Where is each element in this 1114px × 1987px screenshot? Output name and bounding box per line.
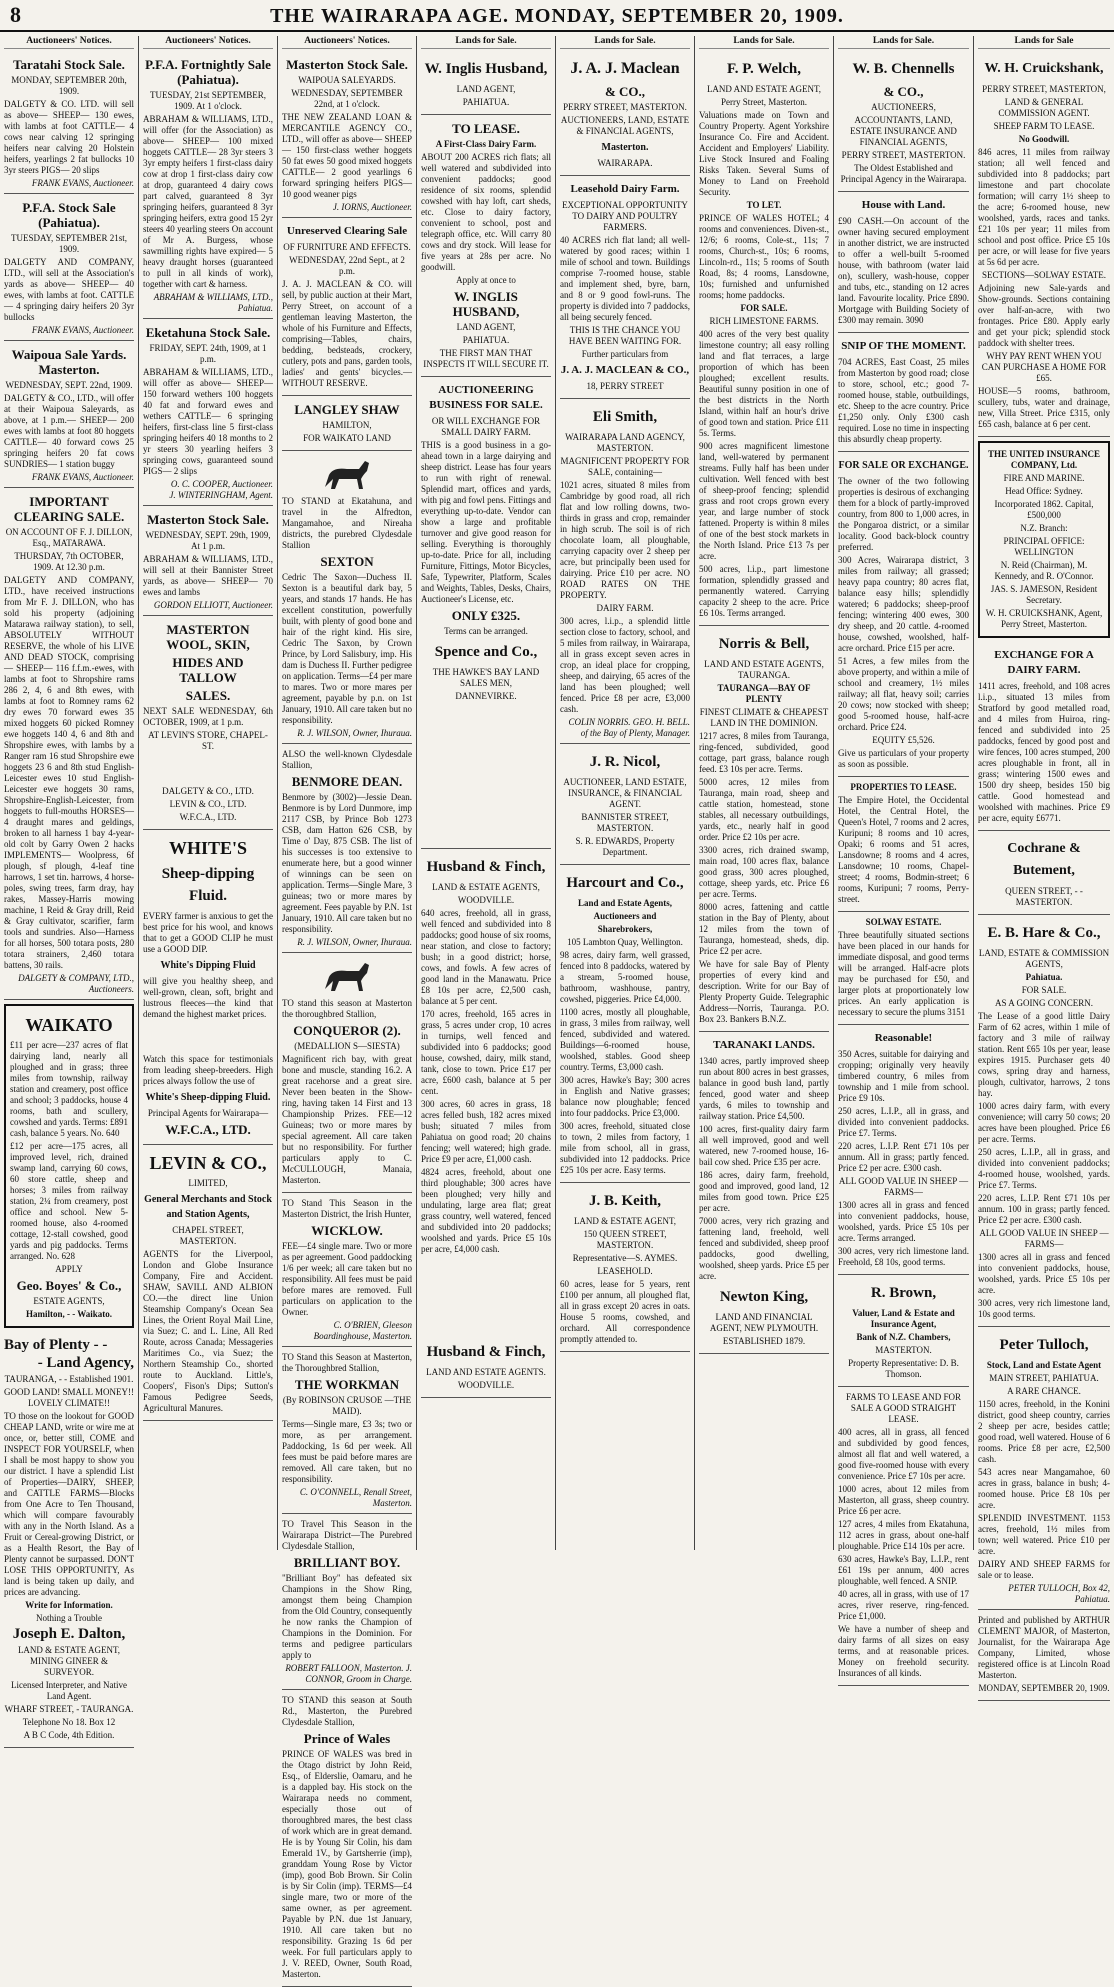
taranaki-lands: TARANAKI LANDS. 1340 acres, partly improved sheep run about 800 acres in best grasses, balance in good bush land, partly fenced, good water and sheep yards, 6 miles to township and railway station. Price £4,500. 100 acres, first-quality dairy farm all well improved, good and well watered, new 7-roomed house, 16-bail cow shed. Price £35 per acre. 186 acres, dairy farm, freehold, good and improved, good land, 12 miles from good town. Price £25 per acre. 7000 acres, very rich grazing and fattening land, freehold, well fenced and subdivided, sheep proof paddocks, good dwelling, woolshed, sheep yards. Price £5 per acre. Newton King, LAND AND FINANCIAL AGENT, NEW PLYMOUTH. ESTABLISHED 1879. xyxy=(699,1032,829,1354)
auctioneering-business: AUCTIONEERING BUSINESS FOR SALE. OR WILL EXCHANGE FOR SMALL DAIRY FARM. THIS is a good business in a go-ahead town in a large dairying and sheep district. Lease has four years to run with right of renewal. Splendid mart, offices and yards, with pig and fowl pens. Fittings and everything up-to-date. Vendor can show a large and profitable turnover and give good reason for selling. Everything is thoroughly up-to-date. Price for all, including Furniture, Fittings, Motor Bicycles, Safe, Typewriter, Platform, Scales and Weights, Tables, Desks, Chairs, Auctioneer's License, etc. ONLY £325. Terms can be arranged. Spence and Co., THE HAWKE'S BAY LAND SALES MEN, DANNEVIRKE. xyxy=(421,377,551,849)
horse-icon xyxy=(317,959,377,995)
publisher-imprint: Printed and published by ARTHUR CLEMENT MAJOR, of Masterton, Journalist, for the Wairarapa Age Company, Limited, whose registered office is at Lincoln Road Masterton. MONDAY, SEPTEMBER 20, 1909. xyxy=(978,1610,1110,1701)
keith-agency: J. B. Keith, LAND & ESTATE AGENT, 150 QUEEN STREET, MASTERTON. Representative—S. AYMES. LEASEHOLD. 60 acres, lease for 5 years, rent £100 per annum, all ploughed flat, all in grass except 20 acres in oats. House 5 rooms, cowshed, and orchard. All correspondence promptly attended to. xyxy=(560,1183,690,1352)
whites-dip-ad: WHITE'S Sheep-dipping Fluid. EVERY farmer is anxious to get the best price for his wool, and knows that to get a GOOD CLIP he must use a GOOD DIP. White's Dipping Fluid will give you healthy sheep, and well-grown, clean, soft, bright and lustrous fleeces—the kind that demand the highest market prices. Watch this space for testimonials from leading sheep-breeders. High prices always follow the use of White's Sheep-dipping Fluid. Principal Agents for Wairarapa— W.F.C.A., LTD. xyxy=(143,830,273,1145)
page-number: 8 xyxy=(10,2,21,27)
nicol-agency: J. R. Nicol, AUCTIONEER, LAND ESTATE, INSURANCE, & FINANCIAL AGENT. BANNISTER STREET, MASTERTON. S. R. EDWARDS, Property Department. xyxy=(560,744,690,865)
norris-bell: Norris & Bell, LAND AND ESTATE AGENTS, TAURANGA. TAURANGA—BAY OF PLENTY FINEST CLIMATE & CHEAPEST LAND IN THE DOMINION. 1217 acres, 8 miles from Tauranga, ring-fenced, subdivided, good cottage, part grass, balance rough feed. £3 10s per acre. Terms. 5000 acres, 12 miles from Tauranga, main road, sheep and cattle station, homestead, stone stables, all necessary outbuildings, yards, etc., nearly half in good order. Price £2 10s per acre. 3300 acres, rich drained swamp, main road, 100 acres flax, balance good grass, 300 acres ploughed, cottage, sheep yards, etc. Price £6 per acre. Terms. 8000 acres, fattening and cattle station in the Bay of Plenty, about 12 miles from the town of Tauranga, homestead, sheds, dip. Price £2 per acre. We have for sale Bay of Plenty properties of every kind and description. Write for our Bay of Plenty Property Guide. Telegraphic Address—Norris, Tauranga. P.O. Box 23. Bankers B.N.Z. xyxy=(699,626,829,1032)
house-with-land: House with Land. £90 CASH.—On account of the owner having secured employment in another district, we are instructed to offer a well-built 5-roomed house, with bathroom (water laid on), scullery, wash-house, copper and tubs, etc., standing on 12 acres land. Favourite locality. Price £890. Mortgage with Building Society of £300 may remain. 3090 xyxy=(838,192,969,333)
leasehold-dairy: Leasehold Dairy Farm. EXCEPTIONAL OPPORTUNITY TO DAIRY AND POULTRY FARMERS. 40 ACRES rich flat land; all well-watered by good races; within 1 mile of school and town. Buildings comprise 7-roomed house, stable and implement shed, byre, barn, and 8 or 9 good fowl-runs. The property is divided into 7 paddocks, all being securely fenced. THIS IS THE CHANCE YOU HAVE BEEN WAITING FOR. Further particulars from J. A. J. MACLEAN & CO., 18, PERRY STREET xyxy=(560,176,690,399)
chennells-agency: W. B. Chennells & CO., AUCTIONEERS, ACCOUNTANTS, LAND, ESTATE INSURANCE AND FINANCIAL AGENTS, PERRY STREET, MASTERTON. The Oldest Established and Principal Agency in the Wairarapa. xyxy=(838,51,969,192)
dairy-lease: TO LEASE. A First-Class Dairy Farm. ABOUT 200 ACRES rich flats; all well watered and subdivided into convenient paddocks; good residence of six rooms, splendid cowshed with hay loft, cart sheds, etc. Close to dairy factory, convenient to school, post and telegraph office, etc. Will carry 80 cows and dry stock. Will lease for five years at 28s per acre. No goodwill. Apply at once to W. INGLIS HUSBAND, LAND AGENT, PAHIATUA. THE FIRST MAN THAT INSPECTS IT WILL SECURE IT. xyxy=(421,115,551,377)
sale-or-exchange: FOR SALE OR EXCHANGE. The owner of the two following properties is desirous of exchanging them for a block of partly-improved country, from 800 to 1,000 acres, in the Pongaroa district, or a similar locality. Good back-block country preferred. 300 Acres, Wairarapa district, 3 miles from railway; all grassed; heavy papa country; 80 acres flat, balance easy hills; splendidly watered; 6 paddocks; sheep-proof fencing; wintering 400 ewes, 300 dry sheep, and 20 cattle. 4-roomed house, cowshed, woolshed, half-acre orchard. Price £15 per acre. 51 Acres, a few miles from the above property, and within a mile of school and creamery, 1½ miles railway; all flat, heavy soil; carries 20 cows; now stocked with sheep; good 5-roomed house, half-acre orchard. Price £24. EQUITY £5,526. Give us particulars of your property as soon as possible. xyxy=(838,452,969,777)
cochrane-butement: Cochrane & Butement, QUEEN STREET, - - MASTERTON. xyxy=(978,831,1110,915)
pfa-notice: P.F.A. Stock Sale (Pahiatua). TUESDAY, SEPTEMBER 21st, 1909. DALGETY AND COMPANY, LTD., will sell at the Association's yards as above— SHEEP— 40 ewes, with lambs at foot. CATTLE— 4 springing dairy heifers 20 3yr bullocks FRANK EVANS, Auctioneer. xyxy=(4,194,134,341)
prince-of-wales-stallion: TO STAND this season at South Rd., Masterton, the Purebred Clydesdale Stallion, Prince of Wales PRINCE OF WALES was bred in the Otago district by John Reid, Esq., of Elderslie, Oamaru, and he is a dappled bay. His stock on the Wairarapa needs no comment, especially those out of thoroughbred mares, the best class of work which are in great demand. He is by Young Sir Colin, his dam Emerald 1V., by Gartsherrie (imp), granddam Young Rose by Victor (imp), good Bob Brown. Sir Colin is by Sir Colin (imp). TERMS—£4 single mare, two or more of the same owner, as per agreement. Payable by P.N. due 1st January, 1910. All care taken but no responsibility. Grazing 1s 6d per week. For full particulars apply to J. V. REED, Owner, South Road, Masterton. xyxy=(282,1690,412,1987)
levin-ad: LEVIN & CO., LIMITED, General Merchants and Stock and Station Agents, CHAPEL STREET, MASTERTON. AGENTS for the Liverpool, London and Globe Insurance Company, Fire and Accident. SHAW, SAVILL AND ALBION CO.—the direct line Union Steamship Company's Ocean Sea Lines, the Orient Royal Mail Line, via Suez; C. and L. Line, All Red Route, across Canada; Messageries Maritimes Co., via Suez; the Northern Steamship Co., shorted route to Auckland. Little's, Coopers', Fison's Dips; Sutton's Famous Pedigree Seeds, Agricultural Manures. xyxy=(143,1145,273,1421)
column-2 xyxy=(139,36,278,1550)
column-header: Auctioneers' Notices. xyxy=(282,36,412,49)
maclean-agency: J. A. J. Maclean & CO., PERRY STREET, MASTERTON. AUCTIONEERS, LAND, ESTATE & FINANCIAL AGENTS, Masterton. WAIRARAPA. xyxy=(560,51,690,176)
masthead xyxy=(0,0,1114,32)
column-header: Auctioneers' Notices. xyxy=(4,36,134,49)
welch-agency: F. P. Welch, LAND AND ESTATE AGENT, Perry Street, Masterton. Valuations made on Town and Country Property. Agent Yorkshire Insurance Co. Fire and Accident. Accident and Employers' Liability. Live Stock Insured and Foaling Risks Taken. Several Sums of Money to Land on Freehold Security. TO LET. PRINCE OF WALES HOTEL; 4 rooms and conveniences. Diven-st., 12/6; 6 rooms, Cole-st., 11s; 7 rooms, Church-st., 10s; 6 rooms, Lincoln-rd., 11s; 5 rooms of South Road, 8s; 4 rooms, Lansdowne, 10s; furnished and unfurnished rooms; home paddocks. FOR SALE. RICH LIMESTONE FARMS. 400 acres of the very best quality limestone country; all easy rolling land and flat terraces, a large proportion of which has been ploughed; excellent results. Beautiful sunny position in one of the best districts in the North Island, within half an hour's drive of good town and station. Price £11 5s. Terms. 900 acres magnificent limestone land, well-watered by permanent streams. Fully half has been under cultivation. Well fenced with best of sheep-proof fencing; splendid grass and root crops grown every year, and large number of stock fattened. Property is within 8 miles of one of the best stock markets in the North Island. Price £13 7s per acre. 500 acres, l.i.p., part limestone formation, splendidly grassed and permanently watered. Carrying capacity 2 sheep to the acre. Price £6 10s. Terms arranged. xyxy=(699,51,829,626)
column-header: Lands for Sale. xyxy=(699,36,829,49)
waipoua-notice: Waipoua Sale Yards. Masterton. WEDNESDAY, SEPT. 22nd, 1909. DALGETY & CO., LTD., will offer at their Waipoua Saleyards, as above, at 1 p.m.— SHEEP— 200 ewes with lambs at foot 80 hoggets CATTLE— 40 forward cows 25 springing heifers 20 fat cows SUNDRIES— 1 station buggy FRANK EVANS, Auctioneer. xyxy=(4,341,134,488)
column-header: Lands for Sale. xyxy=(560,36,690,49)
bay-of-plenty-ad: Bay of Plenty - - - Land Agency, TAURANGA, - - Established 1901. GOOD LAND! SMALL MONEY!! LOVELY CLIMATE!! TO those on the lookout for GOOD CHEAP LAND, write or wire me at once, or, better still, COME and INSPECT FOR YOURSELF, when I shall be most happy to show you our district. I have a splendid List of Properties—DAIRY, SHEEP, and CATTLE FARMS—Blocks from One Acre to Ten Thousand, which will compare favourably with any in the North Island. As a Fruit or Cereal-growing District, or as a Health Resort, the Bay of Plenty cannot be surpassed. DON'T LOSE THIS OPPORTUNITY, As land is being taken up daily, and prices are advancing. Write for Information. Nothing a Trouble Joseph E. Dalton, LAND & ESTATE AGENT, MINING GINEER & SURVEYOR. Licensed Interpreter, and Native Land Agent. WHARF STREET, - TAURANGA. Telephone No 18. Box 12 A B C Code, 4th Edition. xyxy=(4,1332,134,1748)
farms-to-lease: FARMS TO LEASE AND FOR SALE A GOOD STRAIGHT LEASE. 400 acres, all in grass, all fenced and subdivided by good fences, almost all flat and well watered, a good five-roomed house with every convenience. Price £7 10s per acre. 1000 acres, about 12 miles from Masterton, all grass, sheep country. Price £6 per acre. 127 acres, 4 miles from Ekatahuna, 112 acres in grass, about one-half ploughable. Price £14 10s per acre. 630 acres, Hawke's Bay, L.I.P., rent £61 19s per annum, 400 acres ploughable, well fenced. A SNIP. 40 acres, all in grass, with use of 17 acres, river reserve, ring-fenced. Price £1,000. We have a number of sheep and dairy farms of all sizes on easy terms, and at reasonable prices. Money on freehold security. Insurances of all kinds. xyxy=(838,1387,969,1686)
masterton-sale: Masterton Stock Sale. WEDNESDAY, SEPT. 29th, 1909, At 1 p.m. ABRAHAM & WILLIAMS, LTD., will sell at their Bannister Street yards, as above— SHEEP— 70 ewes and lambs GORDON ELLIOTT, Auctioneer. xyxy=(143,506,273,616)
inglis-husband: W. Inglis Husband, LAND AGENT, PAHIATUA. xyxy=(421,51,551,115)
workman-stallion: TO Stand this Season at Masterton, the Thoroughbred Stallion, THE WORKMAN (By ROBINSON CRUSOE —THE MAID). Terms—Single mare, £3 3s; two or more, as per arrangement. Paddocking, 1s 6d per week. All fees must be paid before mares are removed. All care taken, but no responsibility. C. O'CONNELL, Renall Street, Masterton. xyxy=(282,1347,412,1514)
united-insurance: THE UNITED INSURANCE COMPANY, Ltd. FIRE AND MARINE. Head Office: Sydney. Incorporated 1862. Capital, £500,000 N.Z. Branch: PRINCIPAL OFFICE: WELLINGTON N. Reid (Chairman), M. Kennedy, and R. O'Connor. JAS. S. JAMESON, Resident Secretary. W. H. CRUICKSHANK, Agent, Perry Street, Masterton. xyxy=(978,441,1110,638)
column-header: Lands for Sale. xyxy=(421,36,551,49)
hare-agency: E. B. Hare & Co., LAND, ESTATE & COMMISSION AGENTS, Pahiatua. FOR SALE. AS A GOING CONCERN. The Lease of a good little Dairy Farm of 62 acres, within 1 mile of factory and 3 mile of railway station. Rent £65 10s per year, lease expires 1915. Purchaser gets 40 cows, spring dray and harness, plough, cultivator, harrows, 2 tons hay. 1000 acres dairy farm, with every convenience; will carry 50 cows; 20 acres have been ploughed. Price £6 per acre. Terms. 250 acres, L.I.P., all in grass, and divided into convenient paddocks; 4-roomed house, woolshed, yards. Price £7. Terms. 220 acres, L.I.P. Rent £71 10s per annum. 100 in grass; partly fenced. Price £2 per acre. £300 cash. ALL GOOD VALUE IN SHEEP —FARMS— 1300 acres all in grass and fenced into convenient paddocks, house, woolshed, yards. Price £5 10s per acre. 300 acres, very rich limestone land, 10s good terms. xyxy=(978,915,1110,1327)
column-7 xyxy=(834,36,974,1678)
column-header: Lands for Sale xyxy=(978,36,1110,49)
column-1 xyxy=(0,36,139,1740)
langley-shaw: LANGLEY SHAW HAMILTON, FOR WAIKATO LAND xyxy=(282,396,412,451)
cruickshank-agency: W. H. Cruickshank, PERRY STREET, MASTERTON, LAND & GENERAL COMMISSION AGENT. SHEEP FARM TO LEASE. No Goodwill. 846 acres, 11 miles from railway station; all well fenced and subdivided into 8 paddocks; part limestone and part chocolate formation; will carry 1½ sheep to the acre; 6-roomed house, new woolshed, yards, races and tanks. £21 10s per year; 11 miles from school and post office. Price £5 10s per acre, or will lease for five years at 5s 6d per acre. SECTIONS—SOLWAY ESTATE. Adjoining new Sale-yards and Show-grounds. Sections containing over half-an-acre, with two frontages. Price £80. Apply early and get your pick; splendid stock paddock with shelter trees. WHY PAY RENT WHEN YOU CAN PURCHASE A HOME FOR £65. HOUSE—5 rooms, bathroom, scullery, tubs, water and drainage, new, Villa Street. Price £315, only £65 cash, balance at 6 per cent. xyxy=(978,51,1110,437)
waikato-ad: WAIKATO £11 per acre—237 acres of flat dairying land, nearly all ploughed and in grass; three miles from township, railway station and creamery, post office and school; 3 paddocks, house 4 rooms, bath and scullery, cowshed and yards. Terms: £891 cash, balance 5 years. No. 640 £12 per acre—175 acres, all improved level, rich, drained swamp land, carrying 60 cows, 60 store cattle, sheep and horses; 3 miles from railway station, 2¼ from creamery, post office and school. New 5-roomed house, also 4-roomed cottage, 12-stall cowshed, good yards and pig paddocks. Terms arranged. No. 628 APPLY Geo. Boyes' & Co., ESTATE AGENTS, Hamilton, - - Waikato. xyxy=(4,1004,134,1328)
column-8 xyxy=(974,36,1114,1693)
taratahi-notice: Taratahi Stock Sale. MONDAY, SEPTEMBER 20th, 1909. DALGETY & CO. LTD. will sell as above— SHEEP— 130 ewes, with lambs at foot CATTLE— 4 cows near calving 12 springing heifers near calving 20 Holstein heifers, yearlings 2 fat bullocks 10 3yr steers PIGS— 20 slips FRANK EVANS, Auctioneer. xyxy=(4,51,134,194)
waipoua-saleyards: Masterton Stock Sale. WAIPOUA SALEYARDS. WEDNESDAY, SEPTEMBER 22nd, at 1 o'clock. THE NEW ZEALAND LOAN & MERCANTILE AGENCY CO., LTD., will offer as above— SHEEP— 150 first-class wether hoggets 50 fat ewes 50 good mixed hoggets CATTLE— 2 good yearlings 6 forward springing heifers PIGS— 10 good weaner pigs J. IORNS, Auctioneer. xyxy=(282,51,412,218)
clearing-sale: IMPORTANT CLEARING SALE. ON ACCOUNT OF F. J. DILLON, Esq., MATARAWA. THURSDAY, 7th OCTOBER, 1909. At 12.30 p.m. DALGETY AND COMPANY, LTD., have received instructions from Mr F. J. DILLON, who has sold his property (adjoining Matarawa railway station), to sell, ABSOLUTELY WITHOUT RESERVE, the whole of his LIVE AND DEAD STOCK, comprising— SHEEP— 116 f.f.m.-ewes, with lambs at foot to Shropshire rams 286 2, 4, 6 and 8th ewes, with lambs at foot to Romney rams 62 dry ewes 70 forward ewes 35 mixed hoggets 60 picked Romney ewe hoggets 140 4, 6 and 8th and Shropshire ewes, with lambs by a Ranger ram 16 stud Shropshire ewe hoggets 23 6 and 8th stud English-Leicester ewes 10 stud English-Leicester ewe hoggets 30 rams, Shropshire-English-Leicester, from hoggets to full-mouths HORSES— 4 draught mares and geldings, broken to all harness 1 bay 4-year-old colt by Garry Owen 2 hacks IMPLEMENTS— Woolpress, 6f plough, sf plough, 4-leaf tine harrows, 1 set tin. harrows, 4 horse-poles, swing trees, farm dray, hay rakes, Massey-Harris mowing machine, 1 Reid & Gray drill, Reid & Gray cultivator, scarifier, farm tools and sundries. Also—Harness for all horses, 500 totara posts, 280 totara strainers, 2,460 totara battens, 30 rails. DALGETY & COMPANY, LTD., Auctioneers. xyxy=(4,488,134,1000)
solway-estate: SOLWAY ESTATE. Three beautifully situated sections have been placed in our hands for immediate disposal, and good terms will be arranged. Half-acre plots may be purchased for £50, and larger plots at proportionately low prices. An early application is necessary to secure the plums 3151 xyxy=(838,912,969,1025)
snip-of-moment: SNIP OF THE MOMENT. 704 ACRES, East Coast, 25 miles from Masterton by good road; close to store, school, etc.; good 7-roomed house, stable, outbuildings, etc. Sheep to the acre country. Price £1,250 only. Only £300 cash required. Lose no time in inspecting this absurdly cheap property. xyxy=(838,333,969,452)
unreserved-sale: Unreserved Clearing Sale OF FURNITURE AND EFFECTS. WEDNESDAY, 22nd Sept., at 2 p.m. J. A. J. MACLEAN & CO. will sell, by public auction at their Mart, Perry Street, on account of a gentleman leaving Masterton, the whole of his Furniture and Effects, comprising—Tables, chairs, bedding, bedsteads, crockery, cutlery, pots and pans, garden tools, ladies' and gents' bicycles.—WITHOUT RESERVE. xyxy=(282,218,412,396)
wicklow-stallion: TO Stand This Season in the Masterton District, the Irish Hunter, WICKLOW. FEE—£4 single mare. Two or more as per agreement. Good paddocking 1/6 per week; all care taken but no responsibility. All fees must be paid before mares are removed. Full particulars on application to the Owner. C. O'BRIEN, Gleeson Boardinghouse, Masterton. xyxy=(282,1193,412,1347)
eketahuna-sale: Eketahuna Stock Sale. FRIDAY, SEPT. 24th, 1909, at 1 p.m. ABRAHAM & WILLIAMS, LTD., will offer as above— SHEEP— 150 forward wethers 100 hoggets 40 fat and forward ewes and wethers CATTLE— 6 springing heifers, first-class line 5 first-class springing heifers 40 18 months to 2 yr steers 30 yearling heifers 3 springing cows, guaranteed sound PIGS— 2 slips O. C. COOPER, Auctioneer. J. WINTERINGHAM, Agent. xyxy=(143,319,273,506)
horse-icon xyxy=(317,457,377,493)
brown-agency: R. Brown, Valuer, Land & Estate and Insurance Agent, Bank of N.Z. Chambers, MASTERTON. Property Representative: D. B. Thomson. xyxy=(838,1275,969,1387)
properties-to-lease: PROPERTIES TO LEASE. The Empire Hotel, the Occidental Hotel, the Central Hotel, the Queen's Hotel, 7 rooms and 2 acres, Kuripuni; 8 rooms and 10 acres, Opaki; 6 rooms and 51 acres, Lansdowne; 8 rooms and 4 acres, Lansdowne; 10 rooms, Chapel-street; 4 rooms, Bodmin-street; 6 rooms, Kuripuni; 7 rooms, Perry-street. xyxy=(838,777,969,912)
column-header: Auctioneers' Notices. xyxy=(143,36,273,49)
pfa-fortnightly: P.F.A. Fortnightly Sale (Pahiatua). TUESDAY, 21st SEPTEMBER, 1909. At 1 o'clock. ABRAHAM & WILLIAMS, LTD., will offer (for the Association) as above— SHEEP— 100 mixed hoggets CATTLE— 28 3yr steers 3 3yr empty heifers 1 first-class dairy cow at drop 1 first-class dairy cow at drop, guaranteed 4 dairy cows part calved, guaranteed 8 3yr springing heifers, guaranteed 8 3yr springing heifers, extra good 15 2yr steers 40 yearling steers On account of Mr A. Burgess, whose sawmilling rights have expired— 5 heavy draught horses (guaranteed to pull in all kinds of work), together with cart & harness. ABRAHAM & WILLIAMS, LTD., Pahiatua. xyxy=(143,51,273,319)
newspaper-title: THE WAIRARAPA AGE. MONDAY, SEPTEMBER 20, 1909. xyxy=(270,5,844,27)
column-4 xyxy=(417,36,556,1550)
benmore-stallion: ALSO the well-known Clydesdale Stallion, BENMORE DEAN. Benmore by (3002)—Jessie Dean. Benmore is by Lord Dunmore, imp 2117 CSB, by Prince Bob 1273 CSB, dam Hatton 626 CSB, by Time o' Day, 875 CSB. The list of his successes is too extensive to enumerate here, but a good winner of winnings can be seen on application. Terms—Single Mare, 3 guineas; two or more mares by agreement. Fees payable by P.N. 1st January, 1910. All care taken but no responsibility. R. J. WILSON, Owner, Ihuraua. xyxy=(282,744,412,953)
sexton-stallion: TO STAND at Ekatahuna, and travel in the Alfredton, Mangamahoe, and Nireaha districts, the purebred Clydesdale Stallion SEXTON Cedric The Saxon—Duchess II. Sexton is a beautiful dark bay, 5 years, and stands 17 hands. He has excellent constitution, powerfully built, with plenty of good bone and hair of the right kind. His sire, Cedric The Saxon, by Crown Prince, by Lord Salisbury, imp. His dam is Duchess II. Further pedigree on application. Terms—£4 per mare to mares. Two or more mares per agreement, payable by p.n. on 1st January, 1910. All care taken but no responsibility. R. J. WILSON, Owner, Ihuraua. xyxy=(282,451,412,744)
tulloch-agency: Peter Tulloch, Stock, Land and Estate Agent MAIN STREET, PAHIATUA. A RARE CHANCE. 1150 acres, freehold, in the Konini district, good sheep country, carries 2 sheep per acre, besides cattle; good road, well watered. House of 6 rooms. Price £8 per acre, £2,500 cash. 543 acres near Mangamahoe, 60 acres in grass, balance in bush; 4-roomed house. Price £8 10s per acre. SPLENDID INVESTMENT. 1153 acres, freehold, 1½ miles from town; well watered. Price £10 per acre. DAIRY AND SHEEP FARMS for sale or to lease. PETER TULLOCH, Box 42, Pahiatua. xyxy=(978,1327,1110,1610)
wool-sales: MASTERTON WOOL, SKIN, HIDES AND TALLOW SALES. NEXT SALE WEDNESDAY, 6th OCTOBER, 1909, at 1 p.m. AT LEVIN'S STORE, CHAPEL-ST. DALGETY & CO., LTD. LEVIN & CO., LTD. W.F.C.A., LTD. xyxy=(143,616,273,830)
conqueror-stallion: TO stand this season at Masterton the thoroughbred Stallion, CONQUEROR (2). (MEDALLION S—SIESTA) Magnificent rich bay, with great bone and muscle, standing 16.2. A great racehorse and a great sire. Never been beaten in the Show-ring, having taken 14 First and 13 Championship Prizes. FEE—12 Guineas; two or more mares by special agreement. All care taken but no responsibility. For further particulars apply to C. McCULLOUGH, Manaia, Masterton. xyxy=(282,953,412,1193)
reasonable-section: Reasonable! 350 Acres, suitable for dairying and cropping; originally very heavily timbered country, 6 miles from township and 1 mile from school. Price £9 10s. 250 acres, L.I.P., all in grass, and divided into convenient paddocks. Price £7. Terms. 220 acres, L.I.P. Rent £71 10s per annum. All in grass; partly fenced. Price £2 per acre. £300 cash. ALL GOOD VALUE IN SHEEP —FARMS— 1300 acres all in grass and fenced into convenient paddocks, house, woolshed, yards. Price £5 10s per acre. Terms arranged. 300 acres, very rich limestone land. Freehold, £8 10s, good terms. xyxy=(838,1025,969,1275)
harcourt-agency: Harcourt and Co., Land and Estate Agents, Auctioneers and Sharebrokers, 105 Lambton Quay, Wellington. 98 acres, dairy farm, well grassed, fenced into 8 paddocks, watered by a stream, 5-roomed house, bathroom, washhouse, pantry, cowshed, piggeries. Price £4,000. 1100 acres, mostly all ploughable, in grass, 3 miles from railway, well fenced, subdivided and watered. Buildings—6-roomed house, woolshed, stables. Good sheep country. Terms, £3,000 cash. 300 acres, Hawke's Bay; 300 acres in English and Native grasses; balance now ploughable; fenced into four paddocks. Price £3,000. 300 acres, freehold, situated close to town, 2 miles from factory, 1 mile from school, all in grass, subdivided into 12 paddocks. Price £25 10s per acre. Easy terms. xyxy=(560,865,690,1183)
husband-finch: Husband & Finch, LAND & ESTATE AGENTS, WOODVILLE. 640 acres, freehold, all in grass, well fenced and subdivided into 8 paddocks; good house of six rooms, near station, and close to factory; bush; in a good district; horse, cows, and fowls. A few acres of good land in the Manawatu. Price £8 10s per acre, £2,500 cash, balance at 5 per cent. 170 acres, freehold, 165 acres in grass, 5 acres under crop, 10 acres in turnips, well fenced and subdivided into 6 paddocks; good house, cowshed, dairy, milk stand, tank, close to town. Price £17 per acre, £600 cash, balance at 5 per cent. 300 acres, 60 acres in grass, 18 acres felled bush, 182 acres mixed bush; situated 7 miles from Pahiatua on good road; 20 chains fencing; well watered; high grade. Price £9 per acre, £1,000 cash. 4824 acres, freehold, about one third ploughable; 300 acres have been ploughed; very hilly and undulating, large area flat; great grass country, well watered, fenced and subdivided into 20 paddocks; woolshed and yards. Price £5 10s per acre, £4,000 cash. Husband & Finch, LAND AND ESTATE AGENTS. WOODVILLE. xyxy=(421,849,551,1398)
brilliant-boy-stallion: TO Travel This Season in the Wairarapa District—The Purebred Clydesdale Stallion, BRILLIANT BOY. "Brilliant Boy" has defeated six Champions in the Show Ring, amongst them being Champion from the Old Country, consequently he now ranks the Champion of Champions in the Dominion. For terms and pedigree particulars apply to ROBERT FALLOON, Masterton. J. CONNOR, Groom in Charge. xyxy=(282,1514,412,1690)
column-3 xyxy=(278,36,417,1979)
column-6 xyxy=(695,36,834,1550)
column-5 xyxy=(556,36,695,1550)
exchange-dairy: EXCHANGE FOR A DAIRY FARM. 1411 acres, freehold, and 108 acres l.i.p., situated 13 miles from Stratford by good metalled road, and 4 miles from Huiroa, ring-fenced and subdivided into 25 paddocks, fenced by good post and wire fences, 100 acres stumped, 200 acres ploughable in front, all in grass; wintering 1500 ewes and 1500 dry sheep, besides 150 big cattle. Good homestead and woolshed with machines. Price £9 per acre, equity £6771. xyxy=(978,642,1110,831)
eli-smith: Eli Smith, WAIRARAPA LAND AGENCY, MASTERTON. MAGNIFICENT PROPERTY FOR SALE, containing— 1021 acres, situated 8 miles from Cambridge by good road, all rich flat and low rolling downs, two-thirds in grass and crop, remainder in high scrub. The soil is of rich chocolate loam, all ploughable, carrying capacity over 2 sheep per acre, but principally been used for dairying. Price £10 per acre. NO ROAD RATES ON THE PROPERTY. DAIRY FARM. 300 acres, l.i.p., a splendid little section close to factory, school, and 5 miles from railway, in Wairarapa, all in grass except seven acres in crop, an ideal place for cropping, sheep, and dairying, 65 acres of the land has been ploughed; well fenced. Price £8 per acre, £3,000 cash. COLIN NORRIS. GEO. H. BELL. of the Bay of Plenty, Manager. xyxy=(560,399,690,744)
column-header: Lands for Sale. xyxy=(838,36,969,49)
